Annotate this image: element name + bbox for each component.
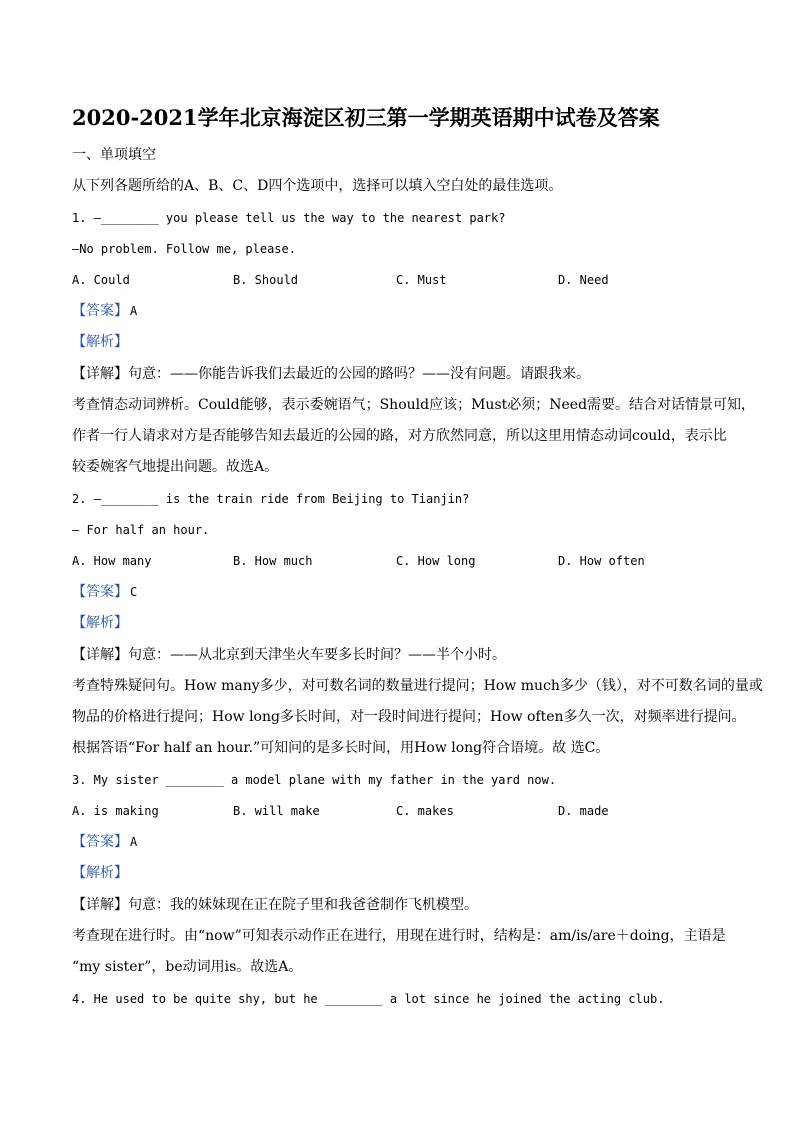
question-3-option-a: A. is making xyxy=(72,804,159,818)
question-2-option-c: C. How long xyxy=(396,554,476,568)
question-1-stem: 1. —________ you please tell us the way to the nearest park? xyxy=(72,211,506,225)
document-title: 2020-2021学年北京海淀区初三第一学期英语期中试卷及答案 xyxy=(72,105,660,130)
question-1-answer xyxy=(72,302,137,320)
answer-value: A xyxy=(130,835,138,849)
question-2-answer xyxy=(72,583,137,601)
question-3-explain-line-2: “my sister”，be动词用is。故选A。 xyxy=(72,959,303,975)
answer-label: 【答案】 xyxy=(72,303,128,319)
question-3-option-b: B. will make xyxy=(233,804,320,818)
question-3-detail: 【详解】句意：我的妹妹现在正在院子里和我爸爸制作飞机模型。 xyxy=(72,897,478,913)
question-3-analysis-label xyxy=(72,864,128,882)
question-3-answer xyxy=(72,833,137,851)
answer-value: C xyxy=(130,585,138,599)
question-2-explain-line-3: 根据答语“For half an hour.”可知问的是多长时间，用How long符合语境。故 选C。 xyxy=(72,740,610,756)
question-2-analysis-label xyxy=(72,614,128,632)
question-2-option-a: A. How many xyxy=(72,554,152,568)
question-3-explain-line-1: 考查现在进行时。由“now”可知表示动作正在进行，用现在进行时，结构是：am/is/are＋doing，主语是 xyxy=(72,928,726,944)
question-1-explain-line-2: 作者一行人请求对方是否能够告知去最近的公园的路，对方欣然同意，所以这里用情态动词could，表示比 xyxy=(72,428,727,444)
question-1-explain-line-1: 考查情态动词辨析。Could能够，表示委婉语气；Should应该；Must必须；Need需要。结合对话情景可知， xyxy=(72,397,756,413)
answer-label: 【答案】 xyxy=(72,584,128,600)
question-1-option-a: A. Could xyxy=(72,273,130,287)
question-3-option-c: C. makes xyxy=(396,804,454,818)
answer-value: A xyxy=(130,304,138,318)
analysis-label: 【解析】 xyxy=(72,615,128,631)
question-2-detail: 【详解】句意：——从北京到天津坐火车要多长时间？——半个小时。 xyxy=(72,647,506,663)
question-2-explain-line-2: 物品的价格进行提问；How long多长时间，对一段时间进行提问；How often多久一次，对频率进行提问。 xyxy=(72,709,746,725)
analysis-label: 【解析】 xyxy=(72,334,128,350)
answer-label: 【答案】 xyxy=(72,834,128,850)
question-2-reply: — For half an hour. xyxy=(72,523,210,537)
question-1-detail: 【详解】句意：——你能告诉我们去最近的公园的路吗？——没有问题。请跟我来。 xyxy=(72,366,590,382)
question-2-option-d: D. How often xyxy=(558,554,645,568)
instructions: 从下列各题所给的A、B、C、D四个选项中，选择可以填入空白处的最佳选项。 xyxy=(72,178,563,194)
analysis-label: 【解析】 xyxy=(72,865,128,881)
question-1-option-b: B. Should xyxy=(233,273,299,287)
question-1-reply: —No problem. Follow me, please. xyxy=(72,242,296,256)
question-3-stem: 3. My sister ________ a model plane with my father in the yard now. xyxy=(72,773,557,787)
section-heading: 一、单项填空 xyxy=(72,147,156,163)
question-1-option-d: D. Need xyxy=(558,273,609,287)
question-2-option-b: B. How much xyxy=(233,554,313,568)
question-1-option-c: C. Must xyxy=(396,273,447,287)
question-4-stem: 4. He used to be quite shy, but he ________ a lot since he joined the acting club. xyxy=(72,992,665,1006)
question-3-option-d: D. made xyxy=(558,804,609,818)
question-1-analysis-label xyxy=(72,333,128,351)
question-2-stem: 2. —________ is the train ride from Beijing to Tianjin? xyxy=(72,492,470,506)
question-1-explain-line-3: 较委婉客气地提出问题。故选A。 xyxy=(72,459,279,475)
question-2-explain-line-1: 考查特殊疑问句。How many多少，对可数名词的数量进行提问；How much多少（钱），对不可数名词的量或 xyxy=(72,678,763,694)
